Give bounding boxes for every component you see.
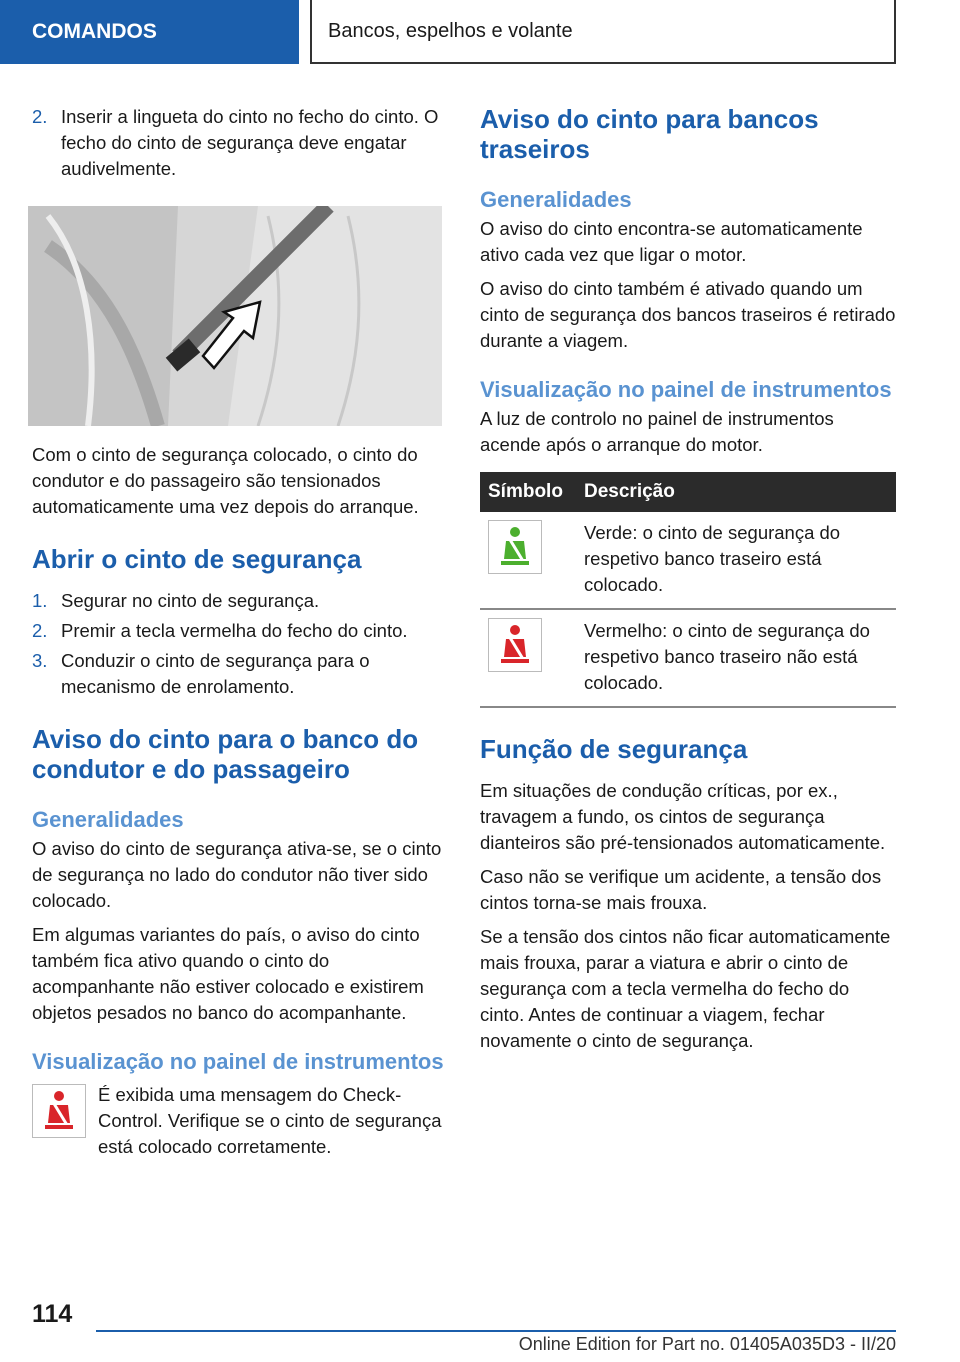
list-item — [32, 618, 446, 644]
seatbelt-warning-icon — [32, 1084, 86, 1138]
left-column — [32, 104, 446, 1168]
step-text: Inserir a lingueta do cinto no fecho do cinto. O fecho do cinto de segurança deve engatar audivelmente. — [61, 106, 439, 179]
paragraph: O aviso do cinto de segurança ativa-se, se o cinto de segurança no lado do condutor não tiver sido colocado. — [32, 838, 442, 911]
paragraph: Caso não se verifique um acidente, a tensão dos cintos torna-se mais frouxa. — [480, 866, 882, 913]
seatbelt-buckle-photo — [28, 206, 442, 426]
paragraph: O aviso do cinto também é ativado quando um cinto de segurança dos bancos traseiros é retirado durante a viagem. — [480, 278, 896, 351]
step-text: Conduzir o cinto de segurança para o mecanismo de enrolamento. — [61, 650, 370, 697]
step-number: 3. — [32, 650, 48, 671]
table-cell: Verde: o cinto de segurança do respetivo banco traseiro está colocado. — [576, 512, 896, 609]
check-control-text: É exibida uma mensagem do Check-Control. Verifique se o cinto de segurança está colocado corretamente. — [98, 1084, 442, 1157]
list-item — [32, 588, 446, 614]
check-control-row — [32, 1082, 446, 1168]
step-number: 2. — [32, 620, 48, 641]
display-subheading: Visualização no painel de instrumentos — [480, 377, 892, 402]
table-row — [480, 609, 896, 707]
table-row — [480, 512, 896, 609]
paragraph: A luz de controlo no painel de instrumentos acende após o arranque do motor. — [480, 408, 834, 455]
section-tab: COMANDOS — [0, 0, 299, 64]
chapter-title: Bancos, espelhos e volante — [310, 0, 896, 64]
open-steps — [32, 588, 446, 700]
paragraph: Se a tensão dos cintos não ficar automaticamente mais frouxa, parar a viatura e abrir o cinto de segurança com a tecla vermelha do fecho do cinto. Antes de continuar a viagem, fechar novamente o cinto de segurança. — [480, 926, 891, 1051]
edition-footer: Online Edition for Part no. 01405A035D3 - II/20 — [518, 1334, 896, 1354]
right-column — [480, 104, 896, 1062]
paragraph: O aviso do cinto encontra-se automaticamente ativo cada vez que ligar o motor. — [480, 218, 863, 265]
seatbelt-red-icon — [488, 618, 542, 672]
step-number: 2. — [32, 106, 48, 127]
seatbelt-green-icon — [488, 520, 542, 574]
open-belt-heading: Abrir o cinto de segurança — [32, 544, 362, 574]
paragraph: Em algumas variantes do país, o aviso do cinto também fica ativo quando o cinto do acompanhante não estiver colocado e existirem objetos pesados no banco do acompanhante. — [32, 924, 424, 1023]
general-subheading: Generalidades — [32, 807, 184, 832]
display-subheading: Visualização no painel de instrumentos — [32, 1049, 444, 1074]
list-item — [32, 648, 446, 700]
symbol-table — [480, 472, 896, 708]
safety-function-heading: Função de segurança — [480, 734, 748, 764]
step-number: 1. — [32, 590, 48, 611]
table-cell: Vermelho: o cinto de segurança do respetivo banco traseiro não está colocado. — [576, 609, 896, 707]
page-number: 114 — [32, 1300, 73, 1328]
insert-steps — [32, 104, 446, 182]
paragraph: Em situações de condução críticas, por ex., travagem a fundo, os cintos de segurança dianteiros são pré-tensionados automaticamente. — [480, 780, 886, 853]
table-header-symbol: Símbolo — [480, 472, 576, 512]
photo-caption: Com o cinto de segurança colocado, o cinto do condutor e do passageiro são tensionados automaticamente uma vez depois do arranque. — [32, 444, 419, 517]
footer-divider — [96, 1330, 896, 1332]
list-item — [32, 104, 446, 182]
step-text: Segurar no cinto de segurança. — [61, 590, 320, 611]
front-reminder-heading: Aviso do cinto para o banco do condutor e do passageiro — [32, 724, 419, 784]
rear-reminder-heading: Aviso do cinto para bancos traseiros — [480, 104, 819, 164]
step-text: Premir a tecla vermelha do fecho do cinto. — [61, 620, 408, 641]
table-header-description: Descrição — [576, 472, 896, 512]
general-subheading: Generalidades — [480, 187, 632, 212]
